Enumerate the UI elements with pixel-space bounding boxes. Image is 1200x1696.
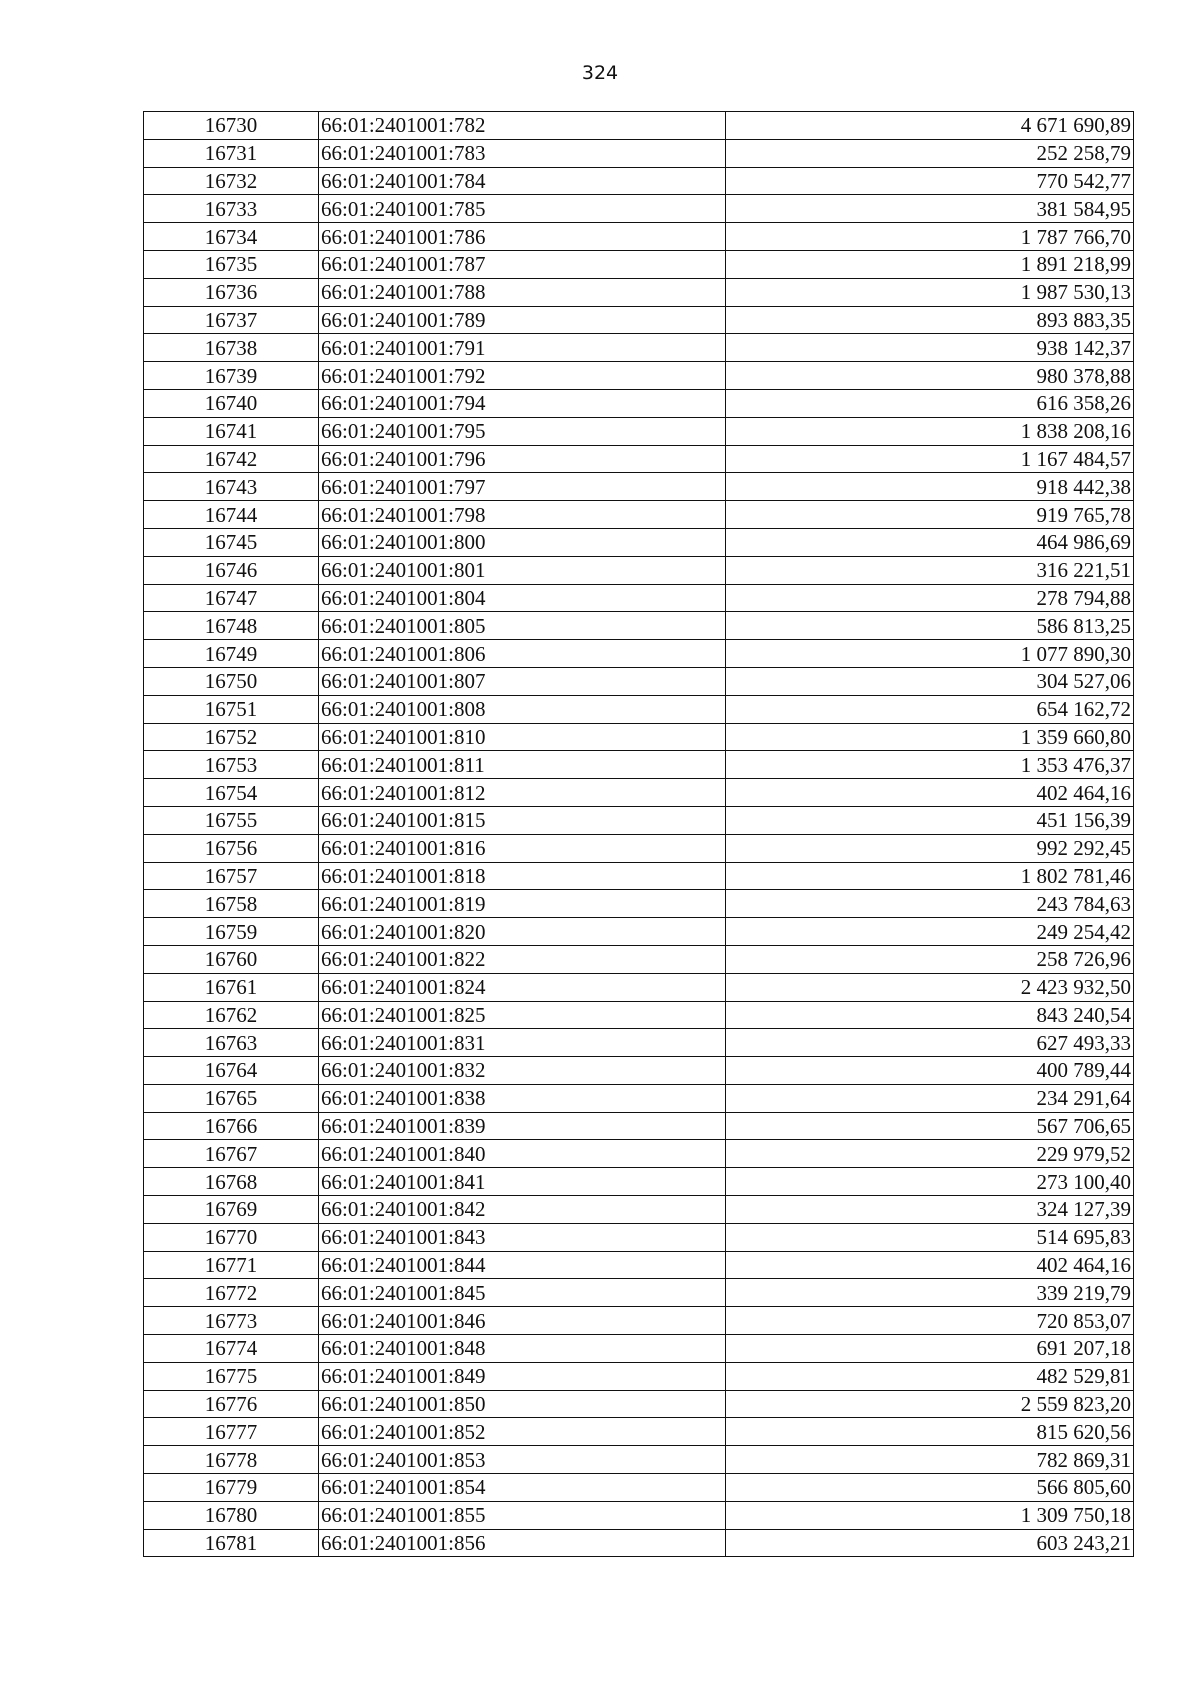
table-row — [144, 1418, 1134, 1446]
cadastral-number-cell: 66:01:2401001:782 — [319, 112, 726, 140]
table-row — [144, 1196, 1134, 1224]
cadastral-number-cell: 66:01:2401001:822 — [319, 945, 726, 973]
row-number-cell: 16763 — [144, 1029, 319, 1057]
table-row — [144, 1223, 1134, 1251]
row-number-cell: 16743 — [144, 473, 319, 501]
cadastral-number-cell: 66:01:2401001:854 — [319, 1474, 726, 1502]
table-row — [144, 306, 1134, 334]
cadastral-value-cell: 249 254,42 — [726, 918, 1134, 946]
row-number-cell: 16750 — [144, 667, 319, 695]
table-row — [144, 556, 1134, 584]
cadastral-number-cell: 66:01:2401001:796 — [319, 445, 726, 473]
cadastral-value-cell: 992 292,45 — [726, 834, 1134, 862]
row-number-cell: 16746 — [144, 556, 319, 584]
cadastral-number-cell: 66:01:2401001:852 — [319, 1418, 726, 1446]
cadastral-number-cell: 66:01:2401001:807 — [319, 667, 726, 695]
table-row — [144, 528, 1134, 556]
row-number-cell: 16731 — [144, 139, 319, 167]
row-number-cell: 16773 — [144, 1307, 319, 1335]
cadastral-number-cell: 66:01:2401001:808 — [319, 695, 726, 723]
cadastral-value-cell: 252 258,79 — [726, 139, 1134, 167]
table-row — [144, 1501, 1134, 1529]
cadastral-number-cell: 66:01:2401001:848 — [319, 1335, 726, 1363]
cadastral-value-cell: 1 891 218,99 — [726, 250, 1134, 278]
row-number-cell: 16744 — [144, 501, 319, 529]
table-row — [144, 1001, 1134, 1029]
cadastral-number-cell: 66:01:2401001:815 — [319, 806, 726, 834]
cadastral-number-cell: 66:01:2401001:825 — [319, 1001, 726, 1029]
table-row — [144, 1390, 1134, 1418]
row-number-cell: 16768 — [144, 1168, 319, 1196]
table-row — [144, 640, 1134, 668]
cadastral-number-cell: 66:01:2401001:810 — [319, 723, 726, 751]
table-row — [144, 862, 1134, 890]
cadastral-number-cell: 66:01:2401001:856 — [319, 1529, 726, 1557]
table-row — [144, 612, 1134, 640]
table-row — [144, 1279, 1134, 1307]
table-row — [144, 1529, 1134, 1557]
table-row — [144, 501, 1134, 529]
row-number-cell: 16748 — [144, 612, 319, 640]
row-number-cell: 16774 — [144, 1335, 319, 1363]
table-row — [144, 167, 1134, 195]
cadastral-value-cell: 464 986,69 — [726, 528, 1134, 556]
cadastral-number-cell: 66:01:2401001:840 — [319, 1140, 726, 1168]
cadastral-number-cell: 66:01:2401001:839 — [319, 1112, 726, 1140]
cadastral-value-cell: 919 765,78 — [726, 501, 1134, 529]
cadastral-number-cell: 66:01:2401001:798 — [319, 501, 726, 529]
table-row — [144, 1084, 1134, 1112]
cadastral-number-cell: 66:01:2401001:832 — [319, 1057, 726, 1085]
cadastral-value-cell: 234 291,64 — [726, 1084, 1134, 1112]
table-row — [144, 445, 1134, 473]
cadastral-number-cell: 66:01:2401001:845 — [319, 1279, 726, 1307]
table-row — [144, 973, 1134, 1001]
table-row — [144, 1140, 1134, 1168]
cadastral-value-table — [143, 111, 1134, 1557]
cadastral-value-cell: 2 423 932,50 — [726, 973, 1134, 1001]
cadastral-number-cell: 66:01:2401001:844 — [319, 1251, 726, 1279]
cadastral-value-cell: 339 219,79 — [726, 1279, 1134, 1307]
cadastral-number-cell: 66:01:2401001:792 — [319, 362, 726, 390]
cadastral-number-cell: 66:01:2401001:812 — [319, 779, 726, 807]
table-row — [144, 1446, 1134, 1474]
cadastral-number-cell: 66:01:2401001:819 — [319, 890, 726, 918]
row-number-cell: 16772 — [144, 1279, 319, 1307]
cadastral-value-cell: 1 167 484,57 — [726, 445, 1134, 473]
cadastral-number-cell: 66:01:2401001:820 — [319, 918, 726, 946]
cadastral-number-cell: 66:01:2401001:786 — [319, 223, 726, 251]
cadastral-number-cell: 66:01:2401001:811 — [319, 751, 726, 779]
table-row — [144, 1335, 1134, 1363]
cadastral-value-cell: 980 378,88 — [726, 362, 1134, 390]
row-number-cell: 16754 — [144, 779, 319, 807]
row-number-cell: 16760 — [144, 945, 319, 973]
cadastral-value-cell: 627 493,33 — [726, 1029, 1134, 1057]
cadastral-number-cell: 66:01:2401001:794 — [319, 389, 726, 417]
row-number-cell: 16777 — [144, 1418, 319, 1446]
cadastral-number-cell: 66:01:2401001:785 — [319, 195, 726, 223]
cadastral-number-cell: 66:01:2401001:787 — [319, 250, 726, 278]
cadastral-value-cell: 918 442,38 — [726, 473, 1134, 501]
cadastral-value-cell: 654 162,72 — [726, 695, 1134, 723]
table-row — [144, 918, 1134, 946]
row-number-cell: 16755 — [144, 806, 319, 834]
cadastral-number-cell: 66:01:2401001:789 — [319, 306, 726, 334]
cadastral-number-cell: 66:01:2401001:788 — [319, 278, 726, 306]
cadastral-number-cell: 66:01:2401001:791 — [319, 334, 726, 362]
table-row — [144, 389, 1134, 417]
row-number-cell: 16769 — [144, 1196, 319, 1224]
cadastral-value-cell: 402 464,16 — [726, 779, 1134, 807]
cadastral-value-cell: 1 838 208,16 — [726, 417, 1134, 445]
row-number-cell: 16747 — [144, 584, 319, 612]
cadastral-number-cell: 66:01:2401001:838 — [319, 1084, 726, 1112]
table-row — [144, 945, 1134, 973]
row-number-cell: 16756 — [144, 834, 319, 862]
row-number-cell: 16739 — [144, 362, 319, 390]
row-number-cell: 16758 — [144, 890, 319, 918]
cadastral-value-cell: 1 359 660,80 — [726, 723, 1134, 751]
cadastral-value-cell: 938 142,37 — [726, 334, 1134, 362]
table-row — [144, 473, 1134, 501]
table-row — [144, 806, 1134, 834]
row-number-cell: 16742 — [144, 445, 319, 473]
table-body — [144, 112, 1134, 1557]
row-number-cell: 16732 — [144, 167, 319, 195]
cadastral-number-cell: 66:01:2401001:841 — [319, 1168, 726, 1196]
cadastral-value-cell: 691 207,18 — [726, 1335, 1134, 1363]
row-number-cell: 16733 — [144, 195, 319, 223]
table-row — [144, 223, 1134, 251]
cadastral-value-cell: 381 584,95 — [726, 195, 1134, 223]
table-row — [144, 751, 1134, 779]
cadastral-number-cell: 66:01:2401001:853 — [319, 1446, 726, 1474]
cadastral-value-cell: 278 794,88 — [726, 584, 1134, 612]
cadastral-number-cell: 66:01:2401001:816 — [319, 834, 726, 862]
cadastral-value-cell: 815 620,56 — [726, 1418, 1134, 1446]
row-number-cell: 16735 — [144, 250, 319, 278]
cadastral-number-cell: 66:01:2401001:784 — [319, 167, 726, 195]
row-number-cell: 16767 — [144, 1140, 319, 1168]
cadastral-value-cell: 1 787 766,70 — [726, 223, 1134, 251]
row-number-cell: 16749 — [144, 640, 319, 668]
cadastral-value-cell: 843 240,54 — [726, 1001, 1134, 1029]
cadastral-number-cell: 66:01:2401001:801 — [319, 556, 726, 584]
table-row — [144, 834, 1134, 862]
table-row — [144, 195, 1134, 223]
row-number-cell: 16740 — [144, 389, 319, 417]
cadastral-number-cell: 66:01:2401001:843 — [319, 1223, 726, 1251]
table-row — [144, 250, 1134, 278]
row-number-cell: 16759 — [144, 918, 319, 946]
cadastral-value-cell: 616 358,26 — [726, 389, 1134, 417]
cadastral-value-cell: 482 529,81 — [726, 1362, 1134, 1390]
cadastral-value-cell: 566 805,60 — [726, 1474, 1134, 1502]
cadastral-value-cell: 1 802 781,46 — [726, 862, 1134, 890]
row-number-cell: 16738 — [144, 334, 319, 362]
table-row — [144, 695, 1134, 723]
row-number-cell: 16770 — [144, 1223, 319, 1251]
row-number-cell: 16734 — [144, 223, 319, 251]
cadastral-value-cell: 893 883,35 — [726, 306, 1134, 334]
cadastral-value-cell: 229 979,52 — [726, 1140, 1134, 1168]
cadastral-value-cell: 1 309 750,18 — [726, 1501, 1134, 1529]
row-number-cell: 16765 — [144, 1084, 319, 1112]
cadastral-value-cell: 4 671 690,89 — [726, 112, 1134, 140]
row-number-cell: 16745 — [144, 528, 319, 556]
row-number-cell: 16753 — [144, 751, 319, 779]
table-row — [144, 362, 1134, 390]
cadastral-number-cell: 66:01:2401001:850 — [319, 1390, 726, 1418]
row-number-cell: 16752 — [144, 723, 319, 751]
cadastral-value-cell: 1 353 476,37 — [726, 751, 1134, 779]
table-row — [144, 779, 1134, 807]
row-number-cell: 16761 — [144, 973, 319, 1001]
cadastral-value-cell: 451 156,39 — [726, 806, 1134, 834]
row-number-cell: 16730 — [144, 112, 319, 140]
table-row — [144, 278, 1134, 306]
cadastral-value-cell: 567 706,65 — [726, 1112, 1134, 1140]
table-row — [144, 723, 1134, 751]
cadastral-value-cell: 720 853,07 — [726, 1307, 1134, 1335]
row-number-cell: 16775 — [144, 1362, 319, 1390]
cadastral-number-cell: 66:01:2401001:818 — [319, 862, 726, 890]
cadastral-value-cell: 603 243,21 — [726, 1529, 1134, 1557]
row-number-cell: 16779 — [144, 1474, 319, 1502]
cadastral-value-cell: 324 127,39 — [726, 1196, 1134, 1224]
table-row — [144, 1168, 1134, 1196]
cadastral-number-cell: 66:01:2401001:806 — [319, 640, 726, 668]
table-row — [144, 1029, 1134, 1057]
cadastral-number-cell: 66:01:2401001:842 — [319, 1196, 726, 1224]
cadastral-number-cell: 66:01:2401001:800 — [319, 528, 726, 556]
table-row — [144, 1362, 1134, 1390]
table-row — [144, 584, 1134, 612]
cadastral-value-cell: 586 813,25 — [726, 612, 1134, 640]
row-number-cell: 16771 — [144, 1251, 319, 1279]
cadastral-number-cell: 66:01:2401001:855 — [319, 1501, 726, 1529]
table-row — [144, 890, 1134, 918]
cadastral-value-cell: 304 527,06 — [726, 667, 1134, 695]
row-number-cell: 16762 — [144, 1001, 319, 1029]
table-row — [144, 1112, 1134, 1140]
row-number-cell: 16780 — [144, 1501, 319, 1529]
table-row — [144, 1251, 1134, 1279]
cadastral-value-cell: 770 542,77 — [726, 167, 1134, 195]
table-row — [144, 1307, 1134, 1335]
table-row — [144, 112, 1134, 140]
table-row — [144, 1057, 1134, 1085]
cadastral-number-cell: 66:01:2401001:804 — [319, 584, 726, 612]
cadastral-value-cell: 514 695,83 — [726, 1223, 1134, 1251]
row-number-cell: 16776 — [144, 1390, 319, 1418]
cadastral-value-cell: 1 077 890,30 — [726, 640, 1134, 668]
cadastral-value-cell: 782 869,31 — [726, 1446, 1134, 1474]
cadastral-value-cell: 258 726,96 — [726, 945, 1134, 973]
table-row — [144, 667, 1134, 695]
row-number-cell: 16736 — [144, 278, 319, 306]
page-number: 324 — [581, 62, 619, 84]
row-number-cell: 16741 — [144, 417, 319, 445]
row-number-cell: 16778 — [144, 1446, 319, 1474]
row-number-cell: 16766 — [144, 1112, 319, 1140]
cadastral-value-cell: 1 987 530,13 — [726, 278, 1134, 306]
row-number-cell: 16757 — [144, 862, 319, 890]
cadastral-number-cell: 66:01:2401001:849 — [319, 1362, 726, 1390]
row-number-cell: 16751 — [144, 695, 319, 723]
row-number-cell: 16737 — [144, 306, 319, 334]
cadastral-value-cell: 400 789,44 — [726, 1057, 1134, 1085]
cadastral-number-cell: 66:01:2401001:831 — [319, 1029, 726, 1057]
cadastral-value-cell: 243 784,63 — [726, 890, 1134, 918]
table-row — [144, 417, 1134, 445]
table-row — [144, 334, 1134, 362]
cadastral-number-cell: 66:01:2401001:846 — [319, 1307, 726, 1335]
table-row — [144, 1474, 1134, 1502]
row-number-cell: 16781 — [144, 1529, 319, 1557]
row-number-cell: 16764 — [144, 1057, 319, 1085]
cadastral-value-cell: 2 559 823,20 — [726, 1390, 1134, 1418]
cadastral-number-cell: 66:01:2401001:783 — [319, 139, 726, 167]
cadastral-number-cell: 66:01:2401001:797 — [319, 473, 726, 501]
cadastral-value-cell: 402 464,16 — [726, 1251, 1134, 1279]
cadastral-value-cell: 316 221,51 — [726, 556, 1134, 584]
cadastral-value-cell: 273 100,40 — [726, 1168, 1134, 1196]
cadastral-number-cell: 66:01:2401001:824 — [319, 973, 726, 1001]
cadastral-number-cell: 66:01:2401001:795 — [319, 417, 726, 445]
cadastral-number-cell: 66:01:2401001:805 — [319, 612, 726, 640]
table-row — [144, 139, 1134, 167]
